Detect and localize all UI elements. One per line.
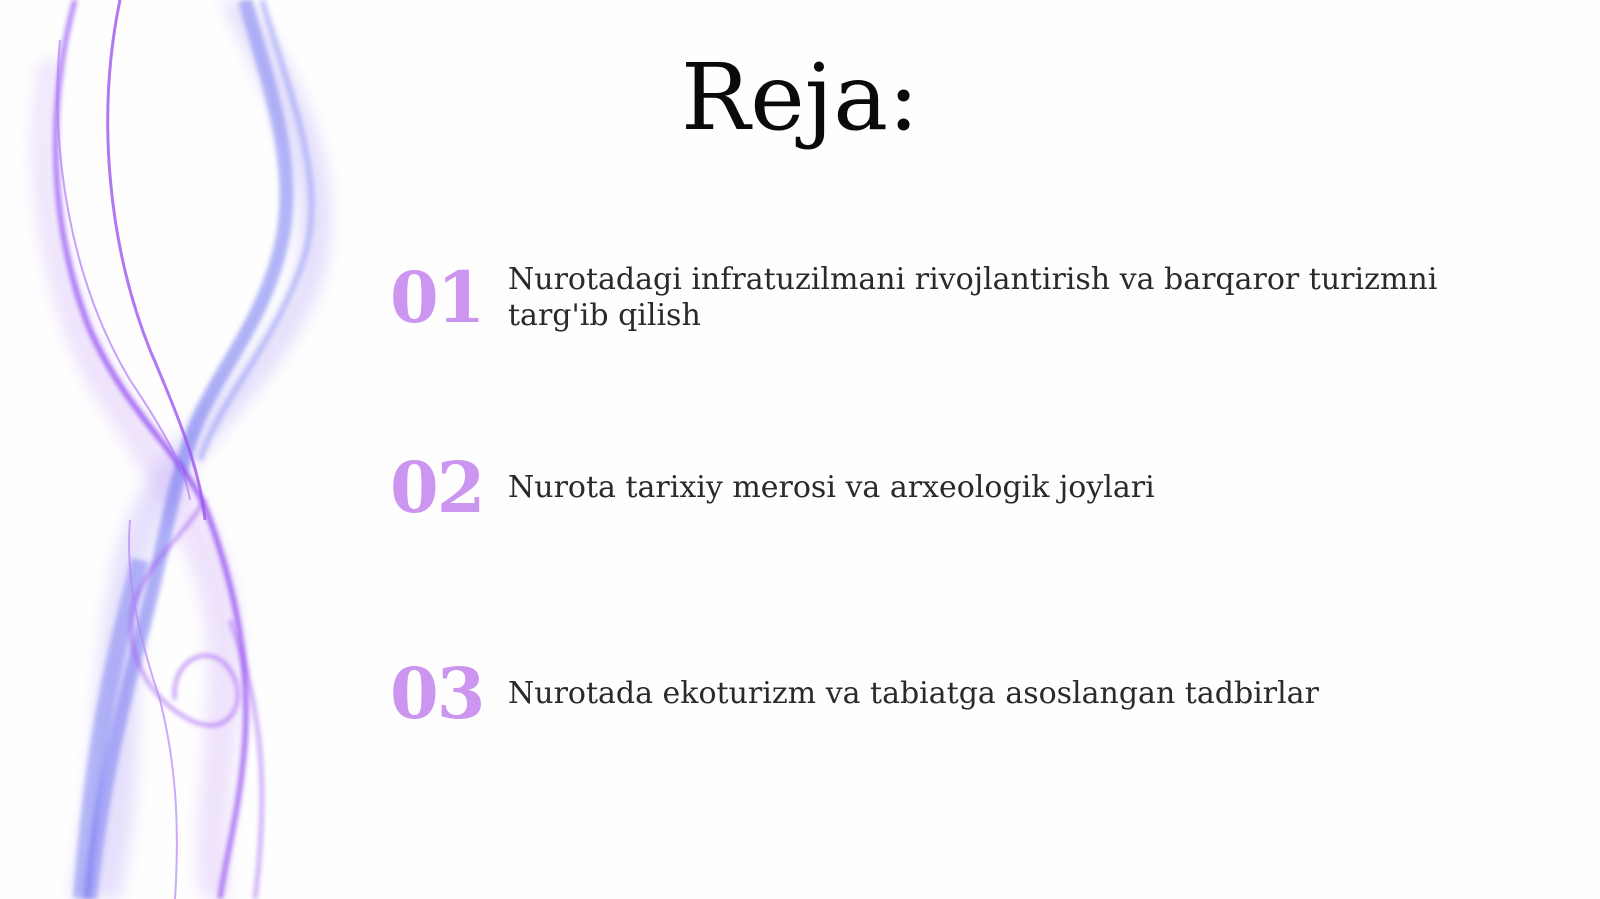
purple-smoke-decoration: [0, 0, 400, 899]
agenda-item-number: 03: [390, 652, 484, 735]
agenda-item-text: Nurotadagi infratuzilmani rivojlantirish va barqaror turizmni targ'ib qilish: [508, 262, 1438, 333]
agenda-item: [390, 448, 1510, 528]
slide-title: Reja:: [680, 44, 920, 151]
agenda-item: [390, 654, 1510, 734]
agenda-item: [390, 258, 1510, 338]
agenda-item-text: Nurotada ekoturizm va tabiatga asoslangan tadbirlar: [508, 676, 1319, 711]
agenda-item-number: 01: [390, 256, 484, 339]
agenda-item-text: Nurota tarixiy merosi va arxeologik joylari: [508, 470, 1155, 505]
agenda-item-number: 02: [390, 446, 484, 529]
